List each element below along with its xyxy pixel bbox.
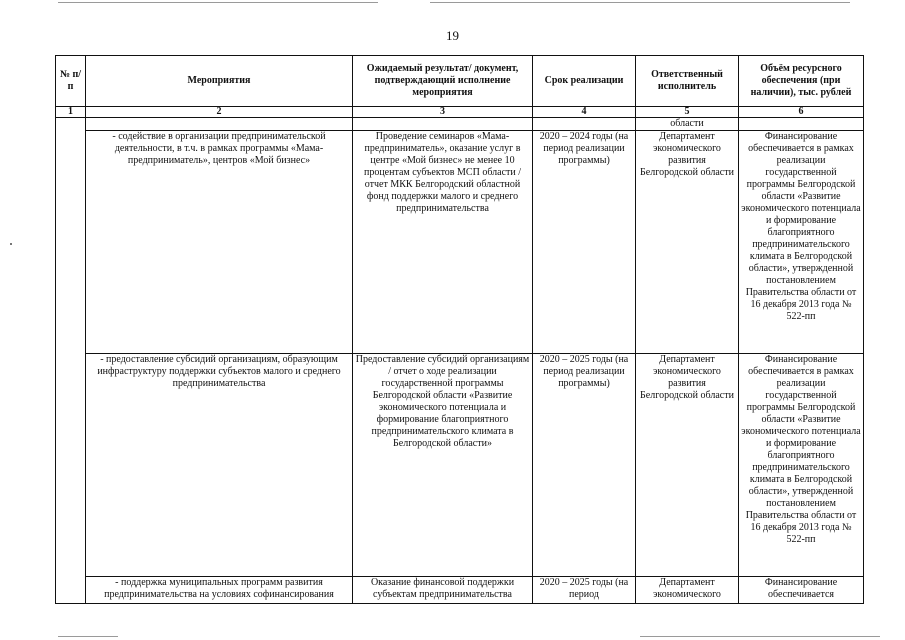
header-measures: Мероприятия — [86, 56, 353, 107]
column-number: 6 — [739, 107, 864, 118]
header-expected-result: Ожидаемый результат/ документ, подтверждающий исполнение мероприятия — [353, 56, 533, 107]
column-number: 2 — [86, 107, 353, 118]
term-cell: 2020 – 2024 годы (на период реализации программы) — [533, 131, 636, 354]
table-row-continuation — [56, 118, 864, 131]
measure-cell: - предоставление субсидий организациям, образующим инфраструктуру поддержки субъектов малого и среднего предпринимательства — [86, 354, 353, 577]
header-executor: Ответственный исполнитель — [636, 56, 739, 107]
page-number: 19 — [446, 28, 459, 43]
scan-mark — [10, 243, 12, 245]
executor-cell: Департамент экономического развития Белгородской области — [636, 354, 739, 577]
table-cell — [353, 118, 533, 131]
measure-cell: - поддержка муниципальных программ развития предпринимательства на условиях софинансирования — [86, 577, 353, 604]
result-cell: Предоставление субсидий организациям / отчет о ходе реализации государственной программы Белгородской области «Развитие экономического потенциала и формирование благоприятного предпринимательского климата в Белгородской области» — [353, 354, 533, 577]
executor-cell: Департамент экономического развития Белгородской области — [636, 131, 739, 354]
table-row — [56, 577, 864, 604]
measures-table — [55, 55, 864, 604]
table-header-row — [56, 56, 864, 107]
header-term: Срок реализации — [533, 56, 636, 107]
column-number: 1 — [56, 107, 86, 118]
column-number: 3 — [353, 107, 533, 118]
column-number-row — [56, 107, 864, 118]
scan-top-rule-right — [430, 2, 850, 3]
scan-bottom-rule-right — [640, 636, 880, 637]
table-row — [56, 354, 864, 577]
table-row — [56, 131, 864, 354]
funding-cell: Финансирование обеспечивается — [739, 577, 864, 604]
table-cell — [739, 118, 864, 131]
number-cell — [56, 118, 86, 604]
header-funding: Объём ресурсного обеспечения (при наличии), тыс. рублей — [739, 56, 864, 107]
continued-executor-cell: области — [636, 118, 739, 131]
measure-cell: - содействие в организации предпринимательской деятельности, в т.ч. в рамках программы «Мама-предприниматель», центров «Мой бизнес» — [86, 131, 353, 354]
funding-cell: Финансирование обеспечивается в рамках реализации государственной программы Белгородской области «Развитие экономического потенциала и формирование благоприятного предпринимательского климата в Белгородской области», утвержденной постановлением Правительства области от 16 декабря 2013 года № 522-пп — [739, 131, 864, 354]
table-cell — [86, 118, 353, 131]
result-cell: Оказание финансовой поддержки субъектам предпринимательства — [353, 577, 533, 604]
result-cell: Проведение семинаров «Мама-предприниматель», оказание услуг в центре «Мой бизнес» не менее 10 процентам субъектов МСП области / отчет МКК Белгородский областной фонд поддержки малого и среднего предпринимательства — [353, 131, 533, 354]
column-number: 4 — [533, 107, 636, 118]
scan-top-rule-left — [58, 2, 378, 3]
column-number: 5 — [636, 107, 739, 118]
term-cell: 2020 – 2025 годы (на период реализации программы) — [533, 354, 636, 577]
term-cell: 2020 – 2025 годы (на период — [533, 577, 636, 604]
header-number: № п/п — [56, 56, 86, 107]
funding-cell: Финансирование обеспечивается в рамках реализации государственной программы Белгородской области «Развитие экономического потенциала и формирование благоприятного предпринимательского климата в Белгородской области», утвержденной постановлением Правительства области от 16 декабря 2013 года № 522-пп — [739, 354, 864, 577]
executor-cell: Департамент экономического — [636, 577, 739, 604]
scan-bottom-rule-left — [58, 636, 118, 637]
table-cell — [533, 118, 636, 131]
